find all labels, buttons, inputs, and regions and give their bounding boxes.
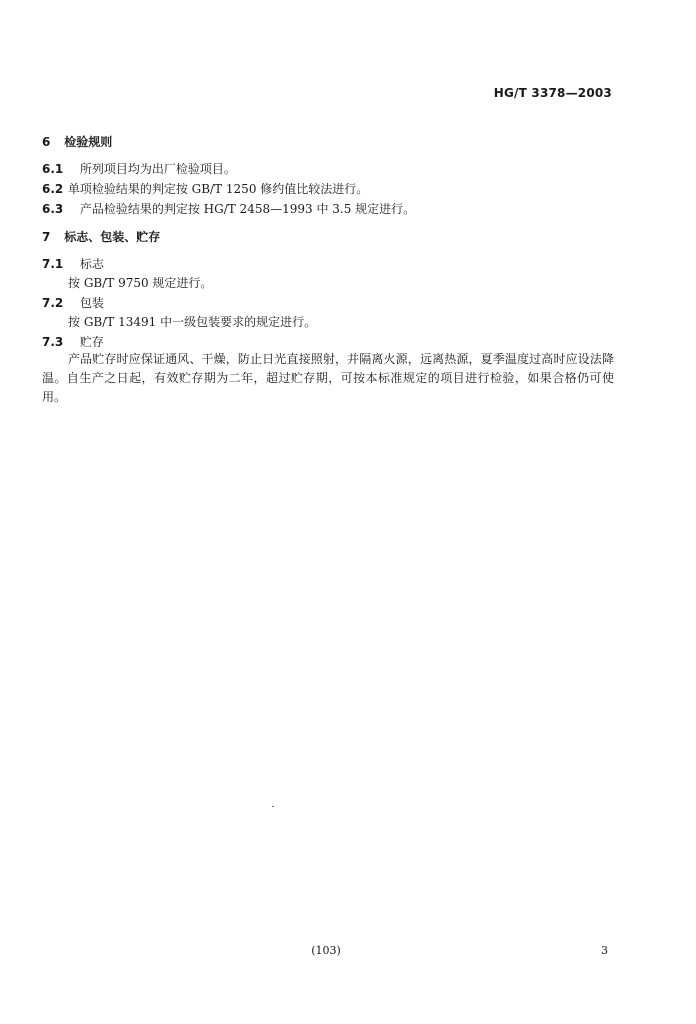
clause-7-1-text: 按 GB/T 9750 规定进行。 bbox=[68, 276, 213, 290]
clause-6-3-number: 6.3 bbox=[42, 202, 64, 216]
clause-6-2-number: 6.2 bbox=[42, 182, 64, 196]
section-7-title: 标志、包装、贮存 bbox=[64, 230, 161, 244]
clause-7-3 bbox=[42, 333, 104, 350]
clause-7-1-title: 标志 bbox=[79, 257, 104, 271]
clause-7-2-title: 包装 bbox=[79, 296, 104, 310]
standard-code: HG/T 3378—2003 bbox=[493, 86, 612, 100]
clause-7-2-text: 按 GB/T 13491 中一级包装要求的规定进行。 bbox=[68, 315, 317, 329]
clause-7-3-paragraph: 产品贮存时应保证通风、干燥，防止日光直接照射，并隔离火源，远离热源，夏季温度过高时应设法降温。自生产之日起，有效贮存期为二年，超过贮存期，可按本标准规定的项目进行检验，如果合格仍可使用。 bbox=[42, 352, 614, 404]
section-6-heading bbox=[42, 133, 112, 150]
footer-page-marker: (103) bbox=[311, 944, 341, 957]
clause-6-2-text: 单项检验结果的判定按 GB/T 1250 修约值比较法进行。 bbox=[67, 182, 369, 196]
clause-6-3-text: 产品检验结果的判定按 HG/T 2458—1993 中 3.5 规定进行。 bbox=[79, 202, 416, 216]
clause-7-3-title: 贮存 bbox=[79, 335, 104, 349]
page-number: 3 bbox=[601, 944, 608, 957]
section-6-number: 6 bbox=[42, 135, 51, 149]
clause-7-2-number: 7.2 bbox=[42, 296, 64, 310]
section-6-title: 检验规则 bbox=[64, 135, 113, 149]
clause-6-3 bbox=[42, 200, 415, 217]
section-7-heading bbox=[42, 228, 160, 245]
clause-6-1-number: 6.1 bbox=[42, 162, 64, 176]
clause-6-2 bbox=[42, 180, 368, 197]
clause-6-1 bbox=[42, 160, 236, 177]
clause-7-1 bbox=[42, 255, 104, 272]
clause-7-3-number: 7.3 bbox=[42, 335, 64, 349]
clause-7-2 bbox=[42, 294, 104, 311]
clause-7-1-number: 7.1 bbox=[42, 257, 64, 271]
section-7-number: 7 bbox=[42, 230, 51, 244]
clause-6-1-text: 所列项目均为出厂检验项目。 bbox=[79, 162, 236, 176]
stray-mark bbox=[272, 806, 274, 807]
